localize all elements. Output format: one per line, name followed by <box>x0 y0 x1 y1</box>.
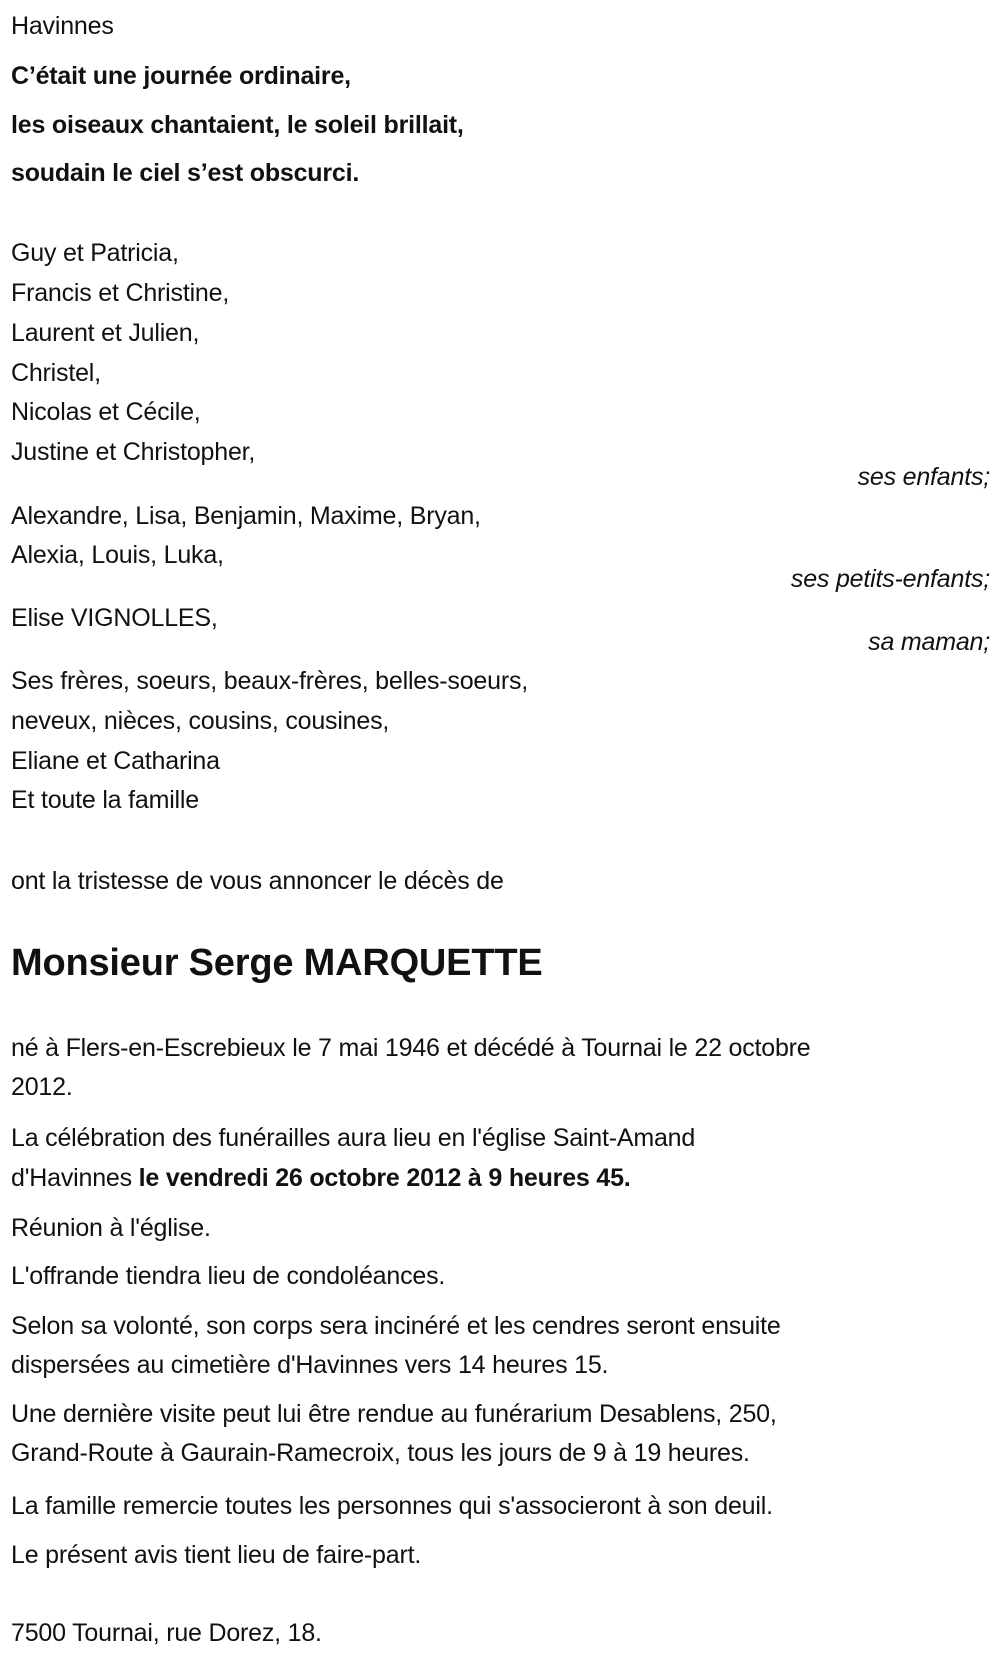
mother-label: sa maman; <box>868 628 990 656</box>
deceased-name: Monsieur Serge MARQUETTE <box>11 942 543 984</box>
child-line: Christel, <box>11 359 101 387</box>
family-line: neveux, nièces, cousins, cousines, <box>11 707 390 735</box>
ceremony-date: le vendredi 26 octobre 2012 à 9 heures 45. <box>138 1164 631 1192</box>
place: Havinnes <box>11 12 114 40</box>
birth-death: 2012. <box>11 1073 73 1101</box>
child-line: Francis et Christine, <box>11 279 230 307</box>
children-label: ses enfants; <box>857 463 990 491</box>
child-line: Laurent et Julien, <box>11 319 200 347</box>
poem-line: les oiseaux chantaient, le soleil brillait, <box>11 111 464 139</box>
announcement: ont la tristesse de vous annoncer le décès de <box>11 867 504 895</box>
poem-line: soudain le ciel s’est obscurci. <box>11 159 360 187</box>
notice: Le présent avis tient lieu de faire-part. <box>11 1541 422 1569</box>
address: 7500 Tournai, rue Dorez, 18. <box>11 1619 322 1647</box>
child-line: Justine et Christopher, <box>11 438 256 466</box>
cremation: dispersées au cimetière d'Havinnes vers 14 heures 15. <box>11 1351 609 1379</box>
meeting: Réunion à l'église. <box>11 1214 211 1242</box>
cremation: Selon sa volonté, son corps sera incinéré et les cendres seront ensuite <box>11 1312 781 1340</box>
visit: Une dernière visite peut lui être rendue au funérarium Desablens, 250, <box>11 1400 777 1428</box>
family-line: Eliane et Catharina <box>11 747 220 775</box>
grandchild-line: Alexia, Louis, Luka, <box>11 541 224 569</box>
ceremony: La célébration des funérailles aura lieu en l'église Saint-Amand <box>11 1124 696 1152</box>
grandchildren-label: ses petits-enfants; <box>790 565 990 593</box>
family-line: Et toute la famille <box>11 786 199 814</box>
birth-death: né à Flers-en-Escrebieux le 7 mai 1946 et décédé à Tournai le 22 octobre <box>11 1034 811 1062</box>
visit: Grand-Route à Gaurain-Ramecroix, tous les jours de 9 à 19 heures. <box>11 1439 750 1467</box>
ceremony <box>11 1163 631 1193</box>
ceremony-place: d'Havinnes <box>11 1164 139 1192</box>
grandchild-line: Alexandre, Lisa, Benjamin, Maxime, Bryan, <box>11 502 481 530</box>
child-line: Guy et Patricia, <box>11 239 179 267</box>
offering: L'offrande tiendra lieu de condoléances. <box>11 1262 446 1290</box>
family-line: Ses frères, soeurs, beaux-frères, belles-soeurs, <box>11 667 529 695</box>
mother: Elise VIGNOLLES, <box>11 604 218 632</box>
child-line: Nicolas et Cécile, <box>11 398 201 426</box>
thanks: La famille remercie toutes les personnes qui s'associeront à son deuil. <box>11 1492 773 1520</box>
poem-line: C’était une journée ordinaire, <box>11 62 351 90</box>
